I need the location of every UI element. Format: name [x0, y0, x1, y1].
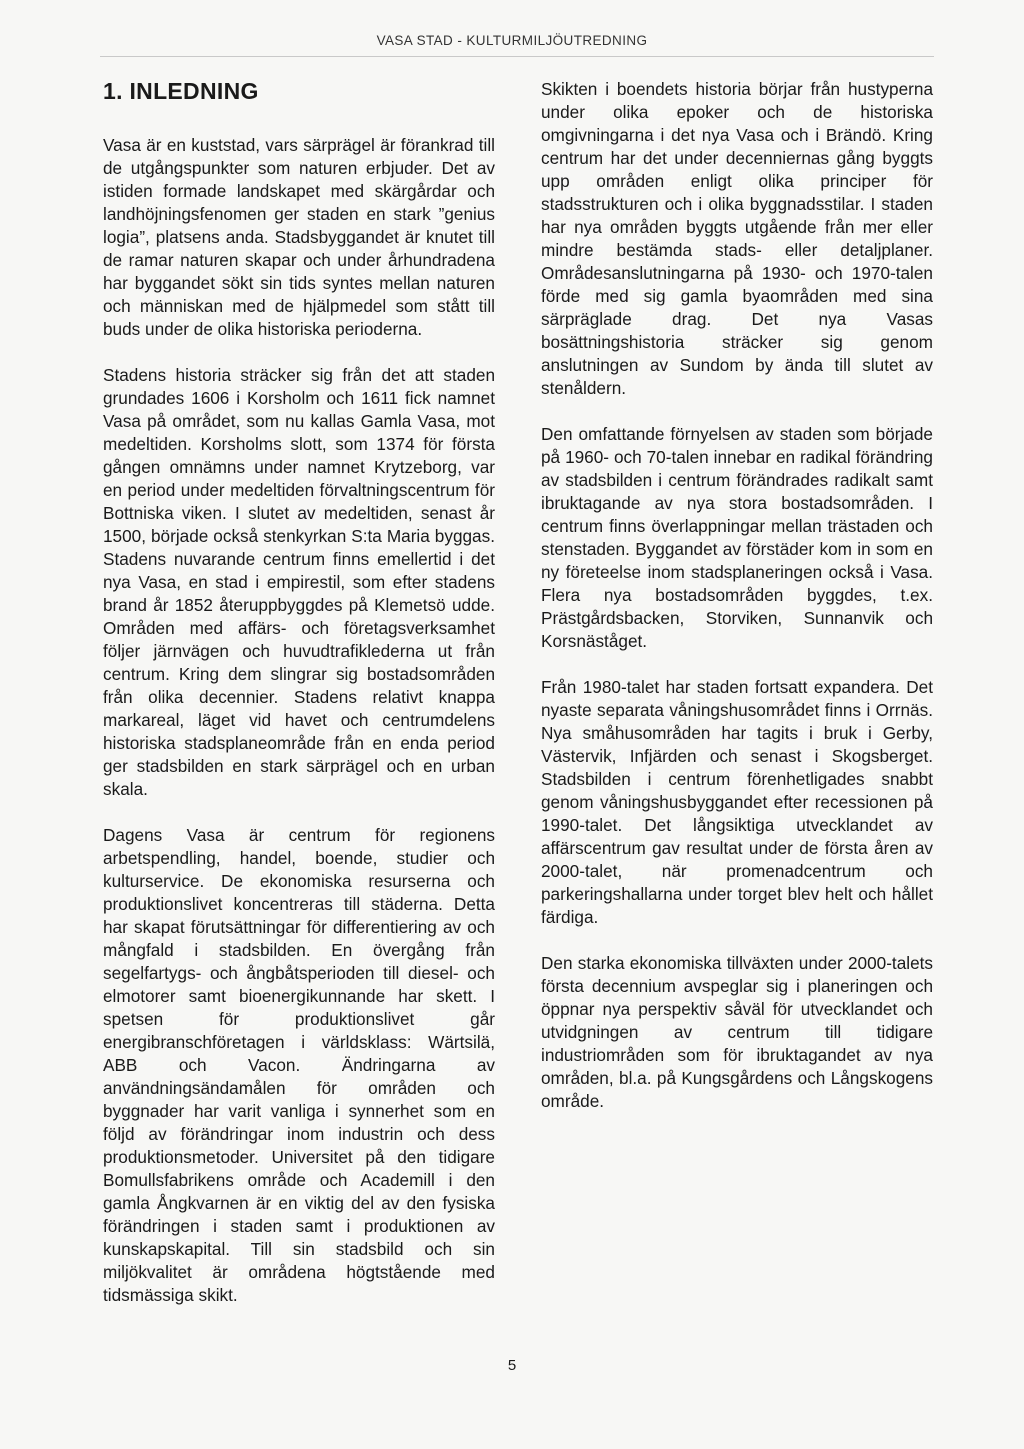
- running-header: VASA STAD - KULTURMILJÖUTREDNING: [376, 33, 648, 48]
- paragraph-expansion: Från 1980-talet har staden fortsatt expandera. Det nyaste separata våningshusområdet finns i Orrnäs. Nya småhusområden har tagits i bruk i Gerby, Västervik, Infjärden och senast i Skogsberget. Stadsbilden i centrum förenhetligades snabbt genom våningshusbyggandet efter recessionen på 1990-talet. Det långsiktiga utvecklandet av affärscentrum gav resultat under de första åren av 2000-talet, när promenadcentrum och parkeringshallarna under torget blev helt och hållet färdiga.: [541, 677, 933, 927]
- paragraph-history: Stadens historia sträcker sig från det att staden grundades 1606 i Korsholm och 1611 fick namnet Vasa på området, som nu kallas Gamla Vasa, mot medeltiden. Korsholms slott, som 1374 för första gången omnämns under namnet Krytzeborg, var en period under medeltiden förvaltningscentrum för Bottniska viken. I slutet av medeltiden, senast år 1500, började också stenkyrkan S:ta Maria byggas. Stadens nuvarande centrum finns emellertid i det nya Vasa, en stad i empirestil, som efter stadens brand år 1852 återuppbyggdes på Klemetsö udde. Områden med affärs- och företagsverksamhet följer järnvägen och huvudtrafiklederna ut från centrum. Kring dem slingrar sig bostadsområden från olika decennier. Stadens relativt knappa markareal, läget vid havet och centrumdelens historiska stadsplaneområde från en enda period ger stadsbilden en stark särprägel och en urban skala.: [103, 365, 495, 799]
- page-number: 5: [507, 1357, 517, 1374]
- paragraph-today: Dagens Vasa är centrum för regionens arbetspendling, handel, boende, studier och kulturservice. De ekonomiska resurserna och produktionslivet koncentreras till städerna. Detta har skapat förutsättningar för differentiering av och mångfald i stadsbilden. En övergång från segelfartygs- och ångbåtsperioden till diesel- och elmotorer samt bioenergikunnande har skett. I spetsen för produktionslivet går energibranschföretagen i världsklass: Wärtsilä, ABB och Vacon. Ändringarna av användningsändamålen för områden och byggnader har varit vanliga i synnerhet som en följd av förändringar inom industrin och dess produktionsmetoder. Universitet på den tidigare Bomullsfabrikens område och Academill i den gamla Ångkvarnen är en viktig del av den fysiska förändringen i staden samt i produktionen av kunskapskapital. Till sin stadsbild och sin miljökvalitet är områdena högtstående med tidsmässiga skikt.: [103, 825, 495, 1305]
- paragraph-housing-layers: Skikten i boendets historia börjar från hustyperna under olika epoker och de historiska omgivningarna i det nya Vasa och i Brändö. Kring centrum har det under decenniernas gång byggts upp områden enligt olika principer för stadsstrukturen och i olika byggnadsstilar. I staden har nya områden byggts utgående från mer eller mindre bestämda stads- eller detaljplaner. Områdesanslutningarna på 1930- och 1970-talen förde med sig gamla byaområden med sina särpräglade drag. Det nya Vasas bosättningshistoria sträcker sig genom anslutningen av Sundom by ända till slutet av stenåldern.: [541, 79, 933, 398]
- header-divider: [100, 56, 934, 57]
- right-column: [541, 78, 933, 1136]
- left-column: [103, 78, 495, 1330]
- section-heading: 1. INLEDNING: [103, 78, 259, 104]
- paragraph-growth: Den starka ekonomiska tillväxten under 2000-talets första decennium avspeglar sig i planeringen och öppnar nya perspektiv såväl för utvecklandet och utvidgningen av centrum till tidigare industriområden som för ibruktagandet av nya områden, bl.a. på Kungsgårdens och Långskogens område.: [541, 953, 933, 1111]
- paragraph-intro: Vasa är en kuststad, vars särprägel är förankrad till de utgångspunkter som naturen erbjuder. Det av istiden formade landskapet med skärgårdar och landhöjningsfenomen ger staden en stark ”genius logia”, platsens anda. Stadsbyggandet är knutet till de ramar naturen skapar och under århundradena har byggandet sökt sin tids syntes mellan naturen och människan med de hjälpmedel som stått till buds under de olika historiska perioderna.: [103, 135, 495, 339]
- paragraph-renewal: Den omfattande förnyelsen av staden som började på 1960- och 70-talen innebar en radikal förändring av stadsbilden i centrum förändrades radikalt samt ibruktagande av nya stora bostadsområden. I centrum finns överlappningar mellan trästaden och stenstaden. Byggandet av förstäder kom in som en ny företeelse inom stadsplaneringen också i Vasa. Flera nya bostadsområden byggdes, t.ex. Prästgårdsbacken, Storviken, Sunnanvik och Korsnäståget.: [541, 424, 933, 651]
